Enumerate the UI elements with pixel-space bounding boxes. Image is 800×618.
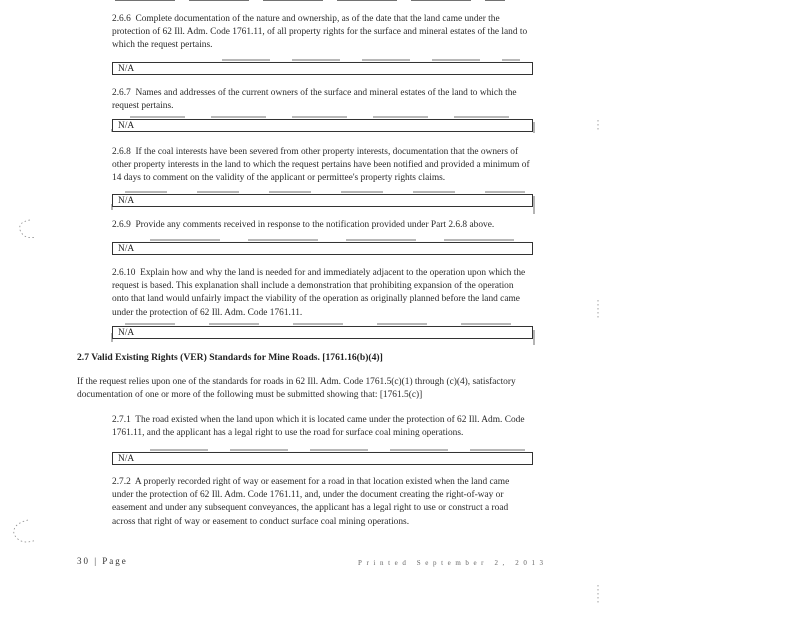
answer-value: N/A [118,64,135,74]
section-number: 2.6.6 [112,14,131,24]
section-text: Complete documentation of the nature and ownership, as of the date that the land came under the protection of 62 Ill. Adm. Code 1761.11, of all property rights for the surface and mineral estates of the land to which the request pertains. [112,14,528,51]
section-number: 2.6.10 [112,268,136,278]
section-2-7-intro: If the request relies upon one of the standards for roads in 62 Ill. Adm. Code 1761.5(c)(1) through (c)(4), satisfactory documentation of one or more of the following must be submitted showing that: [1761.5(c)] [77,377,516,401]
section-number: 2.6.8 [112,147,131,157]
section-text: Names and addresses of the current owners of the surface and mineral estates of the land to which the request pertains. [112,88,517,112]
section-number: 2.6.9 [112,220,131,230]
section-number: 2.6.7 [112,88,131,98]
page-number: 30 | Page [77,556,128,566]
answer-value: N/A [118,121,135,131]
section-number: 2.7.1 [112,415,131,425]
section-text: Provide any comments received in response to the notification provided under Part 2.6.8 above. [135,220,495,230]
print-date: Printed September 2, 2013 [358,559,548,567]
answer-value: N/A [118,196,135,206]
section-text: If the coal interests have been severed from other property interests, documentation that the owners of other property interests in the land to which the request pertains have been notified and provided a minimum of 14 days to comment on the validity of the applicant or permittee's property rights claims. [112,147,530,184]
answer-value: N/A [118,244,135,254]
section-number: 2.7.2 [112,477,131,487]
section-text: A properly recorded right of way or easement for a road in that location existed when the land came under the protection of 62 Ill. Adm. Code 1761.11, and, under the document creating the right-of-way or easement and under any subsequent conveyances, the applicant has a legal right to use or construct a road across that right of way or easement to conduct surface coal mining operations. [112,477,510,527]
section-heading-2-7: 2.7 Valid Existing Rights (VER) Standards for Mine Roads. [1761.16(b)(4)] [77,352,383,363]
answer-value: N/A [118,328,135,338]
section-text: The road existed when the land upon which it is located came under the protection of 62 Ill. Adm. Code 1761.11, and the applicant has a legal right to use the road for surface coal mining operations. [112,415,525,439]
answer-value: N/A [118,454,135,464]
section-text: Explain how and why the land is needed for and immediately adjacent to the operation upon which the request is based. This explanation shall include a demonstration that prohibiting expansion of the operation onto that land would unfairly impact the viability of the operation as originally planned before the land came under the protection of 62 Ill. Adm. Code 1761.11. [112,268,526,318]
